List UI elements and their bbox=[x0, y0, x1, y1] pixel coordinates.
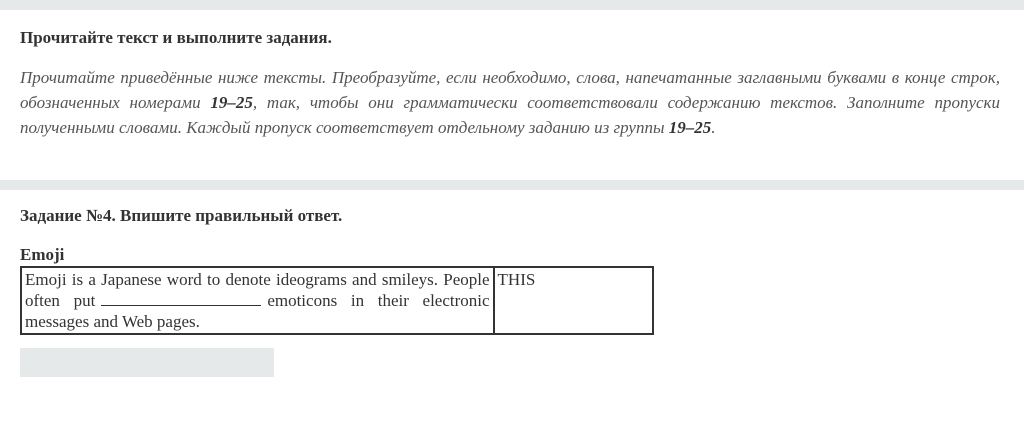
keyword-cell: THIS bbox=[494, 267, 653, 334]
sentence-before-gap: Emoji is a Japanese word to denote ideograms and smileys. People often put bbox=[25, 270, 490, 310]
answer-input[interactable] bbox=[20, 348, 274, 377]
instructions-text-part2: , так, чтобы они грамматически соответствовали содержанию текстов. Заполните пропуски полученными словами. Каждый пропуск соответствует отдельному заданию из группы bbox=[20, 93, 1000, 137]
task-table bbox=[20, 266, 654, 335]
text-title: Emoji bbox=[20, 245, 65, 264]
instructions-range-1: 19–25 bbox=[210, 93, 253, 112]
instructions-text-part1: Прочитайте приведённые ниже тексты. Преобразуйте, если необходимо, слова, напечатанные заглавными буквами в конце строк, обозначенных номерами bbox=[20, 68, 1000, 112]
instructions-text bbox=[20, 65, 1000, 140]
task-row bbox=[21, 267, 653, 334]
sentence-after-gap: emoticons in their electronic messages and Web pages. bbox=[25, 291, 490, 331]
instructions-text-part3: . bbox=[711, 118, 716, 137]
task-text-cell bbox=[21, 267, 494, 334]
instructions-title: Прочитайте текст и выполните задания. bbox=[20, 28, 332, 47]
section-divider bbox=[0, 180, 1024, 190]
gap-blank bbox=[101, 291, 261, 306]
instructions-range-2: 19–25 bbox=[668, 118, 712, 137]
top-divider bbox=[0, 0, 1024, 10]
task-title: Задание №4. Впишите правильный ответ. bbox=[20, 206, 343, 225]
